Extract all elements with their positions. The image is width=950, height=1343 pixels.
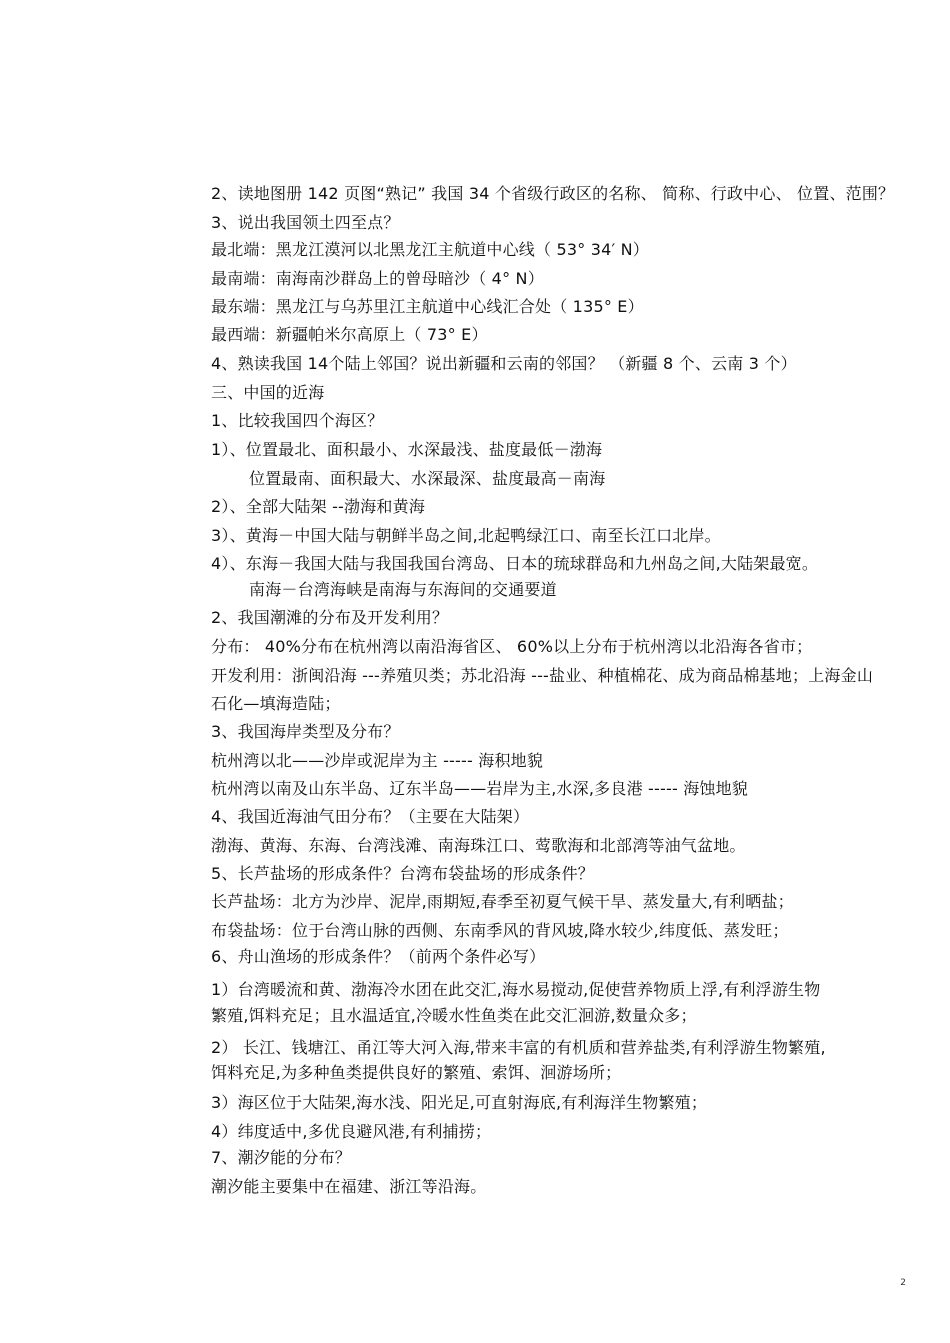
text-line: 位置最南、面积最大、水深最深、盐度最高－南海 [249,469,606,488]
text-line: 3）海区位于大陆架,海水浅、阳光足,可直射海底,有利海洋生物繁殖； [211,1093,708,1112]
text-line: 杭州湾以北——沙岸或泥岸为主 ----- 海积地貌 [211,751,544,770]
text-line: 1）台湾暖流和黄、渤海冷水团在此交汇,海水易搅动,促使营养物质上浮,有利浮游生物 [211,980,821,999]
text-line: 3、我国海岸类型及分布？ [211,722,400,741]
text-line: 4）、东海－我国大陆与我国我国台湾岛、日本的琉球群岛和九州岛之间,大陆架最宽。 [211,554,819,573]
text-line: 6、舟山渔场的形成条件？（前两个条件必写） [211,947,546,966]
text-line: 南海－台湾海峡是南海与东海间的交通要道 [249,580,557,599]
text-line: 4）纬度适中,多优良避风港,有利捕捞； [211,1122,492,1141]
text-line: 2、我国潮滩的分布及开发利用？ [211,608,449,627]
text-line: 潮汐能主要集中在福建、浙江等沿海。 [211,1177,487,1196]
text-line: 4、我国近海油气田分布？（主要在大陆架） [211,807,530,826]
text-line: 1）、位置最北、面积最小、水深最浅、盐度最低－渤海 [211,440,603,459]
text-line: 最北端：黑龙江漠河以北黑龙江主航道中心线（ 53° 34′ N） [211,240,649,259]
text-line: 最南端：南海南沙群岛上的曾母暗沙（ 4° N） [211,269,544,288]
text-line: 杭州湾以南及山东半岛、辽东半岛——岩岸为主,水深,多良港 ----- 海蚀地貌 [211,779,749,798]
text-line: 开发利用：浙闽沿海 ---养殖贝类；苏北沿海 ---盐业、种植棉花、成为商品棉基地；上海金山 [211,666,874,685]
text-line: 布袋盐场：位于台湾山脉的西侧、东南季风的背风坡,降水较少,纬度低、蒸发旺； [211,921,789,940]
text-line: 最东端：黑龙江与乌苏里江主航道中心线汇合处（ 135° E） [211,297,644,316]
text-line: 1、比较我国四个海区？ [211,411,384,430]
text-line: 石化—填海造陆； [211,694,341,713]
text-line: 2、读地图册 142 页图“熟记” 我国 34 个省级行政区的名称、 简称、行政中心、 位置、范围？ [211,184,895,203]
text-line: 饵料充足,为多种鱼类提供良好的繁殖、索饵、洄游场所； [211,1063,622,1082]
section-heading: 三、中国的近海 [211,383,325,402]
text-line: 繁殖,饵料充足；且水温适宜,冷暖水性鱼类在此交汇洄游,数量众多； [211,1006,697,1025]
text-line: 3）、黄海－中国大陆与朝鲜半岛之间,北起鸭绿江口、南至长江口北岸。 [211,526,721,545]
page-number: 2 [900,1278,906,1288]
text-line: 4、熟读我国 14个陆上邻国？说出新疆和云南的邻国？ （新疆 8 个、云南 3 个） [211,354,797,373]
text-line: 长芦盐场：北方为沙岸、泥岸,雨期短,春季至初夏气候干旱、蒸发量大,有利晒盐； [211,892,794,911]
text-line: 2）、全部大陆架 --渤海和黄海 [211,497,426,516]
text-line: 5、长芦盐场的形成条件？台湾布袋盐场的形成条件？ [211,864,594,883]
text-line: 7、潮汐能的分布？ [211,1148,351,1167]
text-line: 最西端：新疆帕米尔高原上（ 73° E） [211,325,488,344]
text-line: 渤海、黄海、东海、台湾浅滩、南海珠江口、莺歌海和北部湾等油气盆地。 [211,836,746,855]
text-line: 3、说出我国领土四至点？ [211,213,400,232]
text-line: 分布： 40%分布在杭州湾以南沿海省区、 60%以上分布于杭州湾以北沿海各省市； [211,637,813,656]
text-line: 2） 长江、钱塘江、甬江等大河入海,带来丰富的有机质和营养盐类,有利浮游生物繁殖, [211,1038,826,1057]
